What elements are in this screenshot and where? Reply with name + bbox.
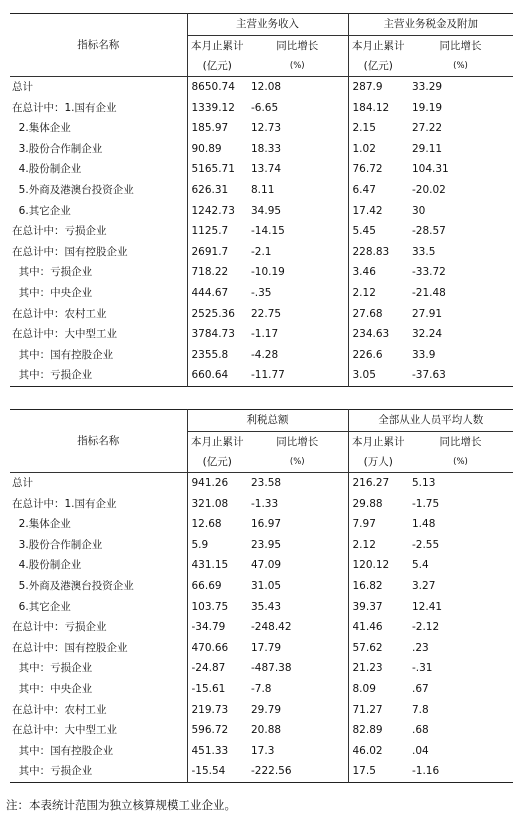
cumulative-value-cell: 2.12 bbox=[352, 286, 376, 299]
cumulative-value-cell: 470.66 bbox=[191, 641, 229, 654]
growth-value-cell: 18.33 bbox=[247, 139, 348, 160]
cumulative-value-cell: 6.47 bbox=[352, 184, 376, 197]
growth-value-cell: 20.88 bbox=[247, 720, 348, 741]
row-name-cell: 2.集体企业 bbox=[10, 118, 187, 139]
row-name-cell: 在总计中：农村工业 bbox=[10, 700, 187, 721]
row-name-cell: 在总计中：国有控股企业 bbox=[10, 242, 187, 263]
cumulative-value-cell: 39.37 bbox=[352, 600, 383, 613]
col-header-cumulative: 本月止累计 bbox=[191, 435, 244, 448]
footnote: 注：本表统计范围为独立核算规模工业企业。 bbox=[6, 798, 236, 812]
cumulative-value-cell: 3784.73 bbox=[191, 328, 235, 341]
table-row bbox=[10, 720, 513, 741]
row-name-cell: 在总计中：亏损企业 bbox=[10, 617, 187, 638]
group-header-profit-tax: 利税总额 bbox=[187, 410, 348, 432]
growth-value-cell: 13.74 bbox=[247, 159, 348, 180]
index-name-header: 指标名称 bbox=[10, 410, 187, 473]
growth-value-cell: -248.42 bbox=[247, 617, 348, 638]
cumulative-value-cell: 1125.7 bbox=[191, 225, 229, 238]
cumulative-value-cell: 27.68 bbox=[352, 307, 383, 320]
cumulative-value-cell: 287.9 bbox=[352, 81, 383, 94]
cumulative-value-cell: 219.73 bbox=[191, 703, 229, 716]
cumulative-value-cell: 444.67 bbox=[191, 286, 229, 299]
row-name-cell: 其中：亏损企业 bbox=[10, 761, 187, 782]
cumulative-value-cell: 431.15 bbox=[191, 559, 229, 572]
cumulative-value-cell: -15.61 bbox=[191, 682, 226, 695]
growth-value-cell: 35.43 bbox=[247, 597, 348, 618]
cumulative-value-cell: 2.12 bbox=[352, 538, 376, 551]
table-revenue-tax-body bbox=[10, 77, 513, 387]
row-name-cell: 其中：中央企业 bbox=[10, 283, 187, 304]
growth-value-cell: -1.33 bbox=[247, 494, 348, 515]
unit-label: (亿元) bbox=[187, 452, 247, 473]
cumulative-value-cell: 82.89 bbox=[352, 724, 383, 737]
growth-value-cell: .67 bbox=[412, 682, 429, 695]
growth-value-cell: 1.48 bbox=[412, 518, 436, 531]
table-row bbox=[10, 473, 513, 494]
table-row bbox=[10, 98, 513, 119]
row-name-cell: 6.其它企业 bbox=[10, 201, 187, 222]
growth-value-cell: 16.97 bbox=[247, 514, 348, 535]
row-name-cell: 其中：亏损企业 bbox=[10, 658, 187, 679]
cumulative-value-cell: 8650.74 bbox=[191, 81, 235, 94]
table-row bbox=[10, 700, 513, 721]
growth-value-cell: -20.02 bbox=[412, 184, 446, 197]
growth-value-cell: 29.79 bbox=[247, 700, 348, 721]
group-header-employees: 全部从业人员平均人数 bbox=[348, 410, 513, 432]
cumulative-value-cell: 5.9 bbox=[191, 538, 209, 551]
growth-value-cell: -33.72 bbox=[412, 266, 446, 279]
cumulative-value-cell: 120.12 bbox=[352, 559, 390, 572]
row-name-cell: 其中：中央企业 bbox=[10, 679, 187, 700]
cumulative-value-cell: 2355.8 bbox=[191, 348, 229, 361]
growth-value-cell: 5.4 bbox=[412, 559, 429, 572]
cumulative-value-cell: 1.02 bbox=[352, 142, 376, 155]
growth-value-cell: 29.11 bbox=[412, 142, 443, 155]
growth-value-cell: .68 bbox=[412, 724, 429, 737]
table-row bbox=[10, 741, 513, 762]
growth-value-cell: -21.48 bbox=[412, 286, 446, 299]
cumulative-value-cell: 228.83 bbox=[352, 245, 390, 258]
table-row bbox=[10, 201, 513, 222]
growth-value-cell: -.35 bbox=[247, 283, 348, 304]
table-row bbox=[10, 365, 513, 386]
cumulative-value-cell: 41.46 bbox=[352, 621, 383, 634]
col-header-growth: 同比增长 bbox=[439, 435, 482, 448]
table-row bbox=[10, 494, 513, 515]
growth-value-cell: 17.79 bbox=[247, 638, 348, 659]
cumulative-value-cell: 90.89 bbox=[191, 142, 222, 155]
row-name-cell: 其中：亏损企业 bbox=[10, 262, 187, 283]
growth-value-cell: 12.73 bbox=[247, 118, 348, 139]
row-name-cell: 总计 bbox=[10, 473, 187, 494]
growth-value-cell: -.31 bbox=[412, 662, 433, 675]
cumulative-value-cell: 216.27 bbox=[352, 477, 390, 490]
growth-value-cell: 12.08 bbox=[247, 77, 348, 98]
cumulative-value-cell: 76.72 bbox=[352, 163, 383, 176]
table-row bbox=[10, 597, 513, 618]
growth-value-cell: 47.09 bbox=[247, 555, 348, 576]
cumulative-value-cell: 57.62 bbox=[352, 641, 383, 654]
cumulative-value-cell: 226.6 bbox=[352, 348, 383, 361]
table-profit-employment-header bbox=[10, 410, 513, 473]
growth-value-cell: 33.5 bbox=[412, 245, 436, 258]
growth-value-cell: -2.1 bbox=[247, 242, 348, 263]
cumulative-value-cell: 17.5 bbox=[352, 765, 376, 778]
cumulative-value-cell: 5.45 bbox=[352, 225, 376, 238]
cumulative-value-cell: 596.72 bbox=[191, 724, 229, 737]
cumulative-value-cell: -24.87 bbox=[191, 662, 226, 675]
growth-value-cell: -14.15 bbox=[247, 221, 348, 242]
table-row bbox=[10, 283, 513, 304]
growth-value-cell: 33.29 bbox=[412, 81, 443, 94]
cumulative-value-cell: 8.09 bbox=[352, 682, 376, 695]
growth-value-cell: .23 bbox=[412, 641, 429, 654]
growth-value-cell: 17.3 bbox=[247, 741, 348, 762]
cumulative-value-cell: 321.08 bbox=[191, 497, 229, 510]
table-row bbox=[10, 324, 513, 345]
cumulative-value-cell: 7.97 bbox=[352, 518, 376, 531]
table-row bbox=[10, 576, 513, 597]
row-name-cell: 在总计中：国有控股企业 bbox=[10, 638, 187, 659]
growth-value-cell: -37.63 bbox=[412, 369, 446, 382]
cumulative-value-cell: 1242.73 bbox=[191, 204, 235, 217]
growth-value-cell: -6.65 bbox=[247, 98, 348, 119]
cumulative-value-cell: 66.69 bbox=[191, 580, 222, 593]
unit-label: (亿元) bbox=[187, 56, 247, 77]
growth-value-cell: 22.75 bbox=[247, 304, 348, 325]
col-header-growth: 同比增长 bbox=[247, 36, 348, 57]
growth-value-cell: 30 bbox=[412, 204, 426, 217]
table-row bbox=[10, 77, 513, 98]
table-row bbox=[10, 514, 513, 535]
table-revenue-tax-header bbox=[10, 14, 513, 77]
table-revenue-tax bbox=[10, 13, 513, 387]
cumulative-value-cell: 941.26 bbox=[191, 477, 229, 490]
growth-value-cell: 8.11 bbox=[247, 180, 348, 201]
table-row bbox=[10, 761, 513, 782]
table-row bbox=[10, 139, 513, 160]
row-name-cell: 在总计中：亏损企业 bbox=[10, 221, 187, 242]
table-row bbox=[10, 617, 513, 638]
row-name-cell: 其中：国有控股企业 bbox=[10, 345, 187, 366]
cumulative-value-cell: 1339.12 bbox=[191, 101, 235, 114]
row-name-cell: 4.股份制企业 bbox=[10, 555, 187, 576]
row-name-cell: 在总计中：1.国有企业 bbox=[10, 98, 187, 119]
row-name-cell: 其中：国有控股企业 bbox=[10, 741, 187, 762]
cumulative-value-cell: 17.42 bbox=[352, 204, 383, 217]
cumulative-value-cell: 660.64 bbox=[191, 369, 229, 382]
cumulative-value-cell: 185.97 bbox=[191, 122, 229, 135]
row-name-cell: 3.股份合作制企业 bbox=[10, 535, 187, 556]
cumulative-value-cell: 21.23 bbox=[352, 662, 383, 675]
row-name-cell: 其中：亏损企业 bbox=[10, 365, 187, 386]
growth-value-cell: 104.31 bbox=[412, 163, 449, 176]
table-profit-employment-body bbox=[10, 473, 513, 783]
growth-value-cell: 3.27 bbox=[412, 580, 436, 593]
row-name-cell: 5.外商及港澳台投资企业 bbox=[10, 576, 187, 597]
growth-value-cell: -487.38 bbox=[247, 658, 348, 679]
row-name-cell: 5.外商及港澳台投资企业 bbox=[10, 180, 187, 201]
table-row bbox=[10, 304, 513, 325]
cumulative-value-cell: 29.88 bbox=[352, 497, 383, 510]
growth-value-cell: 19.19 bbox=[412, 101, 443, 114]
growth-value-cell: 5.13 bbox=[412, 477, 436, 490]
unit-label: (%) bbox=[408, 452, 513, 473]
cumulative-value-cell: 184.12 bbox=[352, 101, 390, 114]
group-header-main-tax: 主营业务税金及附加 bbox=[348, 14, 513, 36]
growth-value-cell: -2.55 bbox=[412, 538, 440, 551]
cumulative-value-cell: 2.15 bbox=[352, 122, 376, 135]
row-name-cell: 在总计中：1.国有企业 bbox=[10, 494, 187, 515]
growth-value-cell: -10.19 bbox=[247, 262, 348, 283]
growth-value-cell: -28.57 bbox=[412, 225, 446, 238]
growth-value-cell: 23.95 bbox=[247, 535, 348, 556]
row-name-cell: 总计 bbox=[10, 77, 187, 98]
growth-value-cell: -222.56 bbox=[247, 761, 348, 782]
unit-label: (%) bbox=[247, 452, 348, 473]
index-name-header: 指标名称 bbox=[10, 14, 187, 77]
cumulative-value-cell: 234.63 bbox=[352, 328, 390, 341]
growth-value-cell: -1.16 bbox=[412, 765, 440, 778]
cumulative-value-cell: 71.27 bbox=[352, 703, 383, 716]
cumulative-value-cell: -15.54 bbox=[191, 765, 226, 778]
table-row bbox=[10, 221, 513, 242]
table-row bbox=[10, 679, 513, 700]
table-profit-employment bbox=[10, 409, 513, 783]
col-header-cumulative: 本月止累计 bbox=[352, 435, 405, 448]
growth-value-cell: .04 bbox=[412, 744, 429, 757]
row-name-cell: 4.股份制企业 bbox=[10, 159, 187, 180]
growth-value-cell: -4.28 bbox=[247, 345, 348, 366]
table-row bbox=[10, 262, 513, 283]
unit-label: (%) bbox=[247, 56, 348, 77]
col-header-growth: 同比增长 bbox=[439, 39, 482, 52]
row-name-cell: 6.其它企业 bbox=[10, 597, 187, 618]
growth-value-cell: -7.8 bbox=[247, 679, 348, 700]
growth-value-cell: 31.05 bbox=[247, 576, 348, 597]
growth-value-cell: 33.9 bbox=[412, 348, 436, 361]
table-row bbox=[10, 118, 513, 139]
cumulative-value-cell: 3.05 bbox=[352, 369, 376, 382]
growth-value-cell: 12.41 bbox=[412, 600, 443, 613]
cumulative-value-cell: 46.02 bbox=[352, 744, 383, 757]
table-row bbox=[10, 242, 513, 263]
growth-value-cell: -2.12 bbox=[412, 621, 440, 634]
cumulative-value-cell: 103.75 bbox=[191, 600, 229, 613]
cumulative-value-cell: 5165.71 bbox=[191, 163, 235, 176]
unit-label: (亿元) bbox=[348, 56, 408, 77]
table-row bbox=[10, 159, 513, 180]
unit-label: (万人) bbox=[348, 452, 408, 473]
cumulative-value-cell: 2525.36 bbox=[191, 307, 235, 320]
cumulative-value-cell: 626.31 bbox=[191, 184, 229, 197]
col-header-cumulative: 本月止累计 bbox=[352, 39, 405, 52]
cumulative-value-cell: 718.22 bbox=[191, 266, 229, 279]
cumulative-value-cell: 12.68 bbox=[191, 518, 222, 531]
group-header-main-revenue: 主营业务收入 bbox=[187, 14, 348, 36]
growth-value-cell: 32.24 bbox=[412, 328, 443, 341]
col-header-cumulative: 本月止累计 bbox=[191, 39, 244, 52]
cumulative-value-cell: -34.79 bbox=[191, 621, 226, 634]
col-header-growth: 同比增长 bbox=[247, 432, 348, 453]
growth-value-cell: -11.77 bbox=[247, 365, 348, 386]
row-name-cell: 在总计中：大中型工业 bbox=[10, 720, 187, 741]
table-row bbox=[10, 345, 513, 366]
cumulative-value-cell: 451.33 bbox=[191, 744, 229, 757]
growth-value-cell: 7.8 bbox=[412, 703, 429, 716]
growth-value-cell: -1.75 bbox=[412, 497, 440, 510]
row-name-cell: 在总计中：大中型工业 bbox=[10, 324, 187, 345]
table-row bbox=[10, 555, 513, 576]
growth-value-cell: 23.58 bbox=[247, 473, 348, 494]
row-name-cell: 2.集体企业 bbox=[10, 514, 187, 535]
growth-value-cell: -1.17 bbox=[247, 324, 348, 345]
growth-value-cell: 34.95 bbox=[247, 201, 348, 222]
row-name-cell: 在总计中：农村工业 bbox=[10, 304, 187, 325]
growth-value-cell: 27.22 bbox=[412, 122, 443, 135]
cumulative-value-cell: 2691.7 bbox=[191, 245, 229, 258]
row-name-cell: 3.股份合作制企业 bbox=[10, 139, 187, 160]
table-row bbox=[10, 638, 513, 659]
growth-value-cell: 27.91 bbox=[412, 307, 443, 320]
cumulative-value-cell: 3.46 bbox=[352, 266, 376, 279]
table-row bbox=[10, 535, 513, 556]
unit-label: (%) bbox=[408, 56, 513, 77]
cumulative-value-cell: 16.82 bbox=[352, 580, 383, 593]
table-row bbox=[10, 658, 513, 679]
table-row bbox=[10, 180, 513, 201]
